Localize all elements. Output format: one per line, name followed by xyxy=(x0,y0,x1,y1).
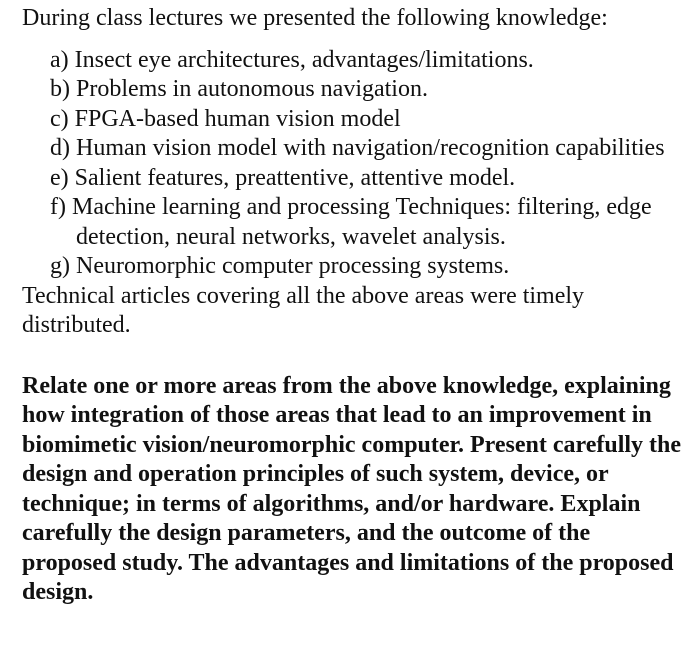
knowledge-list xyxy=(22,46,687,282)
list-item-text: Machine learning and processing Techniques: filtering, edge detection, neural networks, wavelet analysis. xyxy=(71,194,652,250)
list-item-text: Problems in autonomous navigation. xyxy=(76,76,428,102)
list-marker: b) xyxy=(50,76,70,102)
list-marker: g) xyxy=(50,253,70,279)
closing-paragraph: Technical articles covering all the above areas were timely distributed. xyxy=(22,282,585,338)
list-item-f xyxy=(22,193,687,252)
list-item-a xyxy=(22,46,687,76)
list-marker: c) xyxy=(50,105,69,132)
list-item-text: Human vision model with navigation/recognition capabilities xyxy=(76,135,665,161)
intro-paragraph: During class lectures we presented the following knowledge: xyxy=(22,5,608,31)
task-prompt: Relate one or more areas from the above knowledge, explaining how integration of those areas that lead to an improvement in biomimetic vision/neuromorphic computer. Present carefully the design and operation principles of such system, device, or technique; in terms of algorithms, and/or hardware. Explain carefully the design parameters, and the outcome of the proposed study. The advantages and limitations of the proposed design. xyxy=(22,372,682,605)
list-item-text: Insect eye architectures, advantages/limitations. xyxy=(74,46,534,73)
list-item-b xyxy=(22,75,687,105)
list-marker: d) xyxy=(50,135,70,161)
list-marker: a) xyxy=(50,46,69,73)
list-item-text: Neuromorphic computer processing systems. xyxy=(76,253,510,279)
list-item-text: Salient features, preattentive, attentive model. xyxy=(74,164,516,191)
list-item-e xyxy=(22,164,687,194)
list-item-text: FPGA-based human vision model xyxy=(74,105,401,132)
document-body xyxy=(22,4,687,608)
list-item-c xyxy=(22,105,687,135)
list-item-g xyxy=(22,252,687,282)
list-marker: e) xyxy=(50,164,69,191)
list-marker: f) xyxy=(50,194,66,220)
list-item-d xyxy=(22,134,687,164)
